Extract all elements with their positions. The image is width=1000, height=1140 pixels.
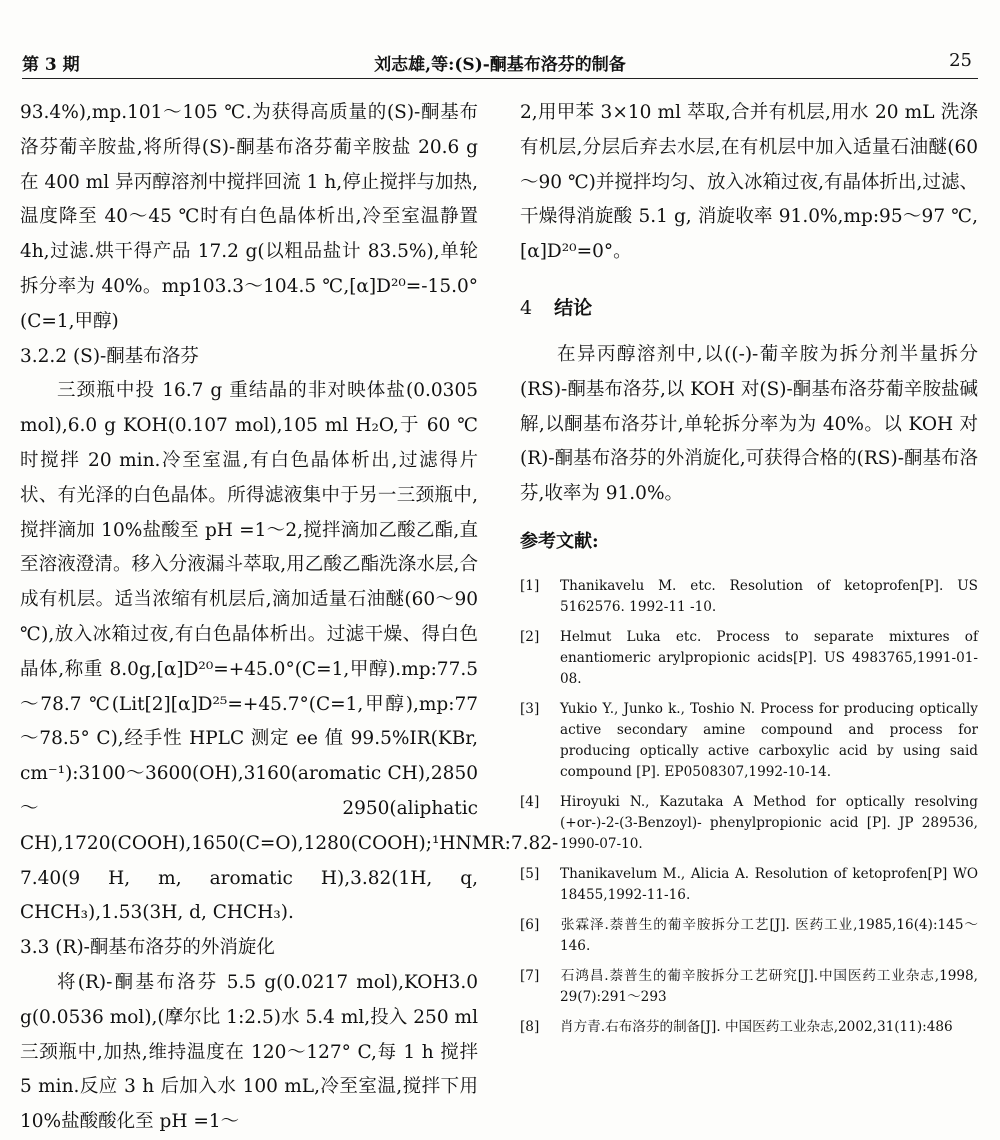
- paragraph-racemization: 将(R)-酮基布洛芬 5.5 g(0.0217 mol),KOH3.0 g(0.0536 mol),(摩尔比 1:2.5)水 5.4 ml,投入 250 ml 三颈瓶中,加热,维持温度在 120～127° C,每 1 h 搅拌 5 min.反应 3 h 后加入水 100 mL,冷至室温,搅拌下用 10%盐酸酸化至 pH =1～: [20, 971, 484, 1133]
- reference-item: [520, 699, 983, 783]
- reference-text: 石鸿昌.萘普生的葡辛胺拆分工艺研究[J].中国医药工业杂志,1998, 29(7):291～293: [560, 967, 983, 1005]
- reference-number: [4]: [520, 793, 540, 810]
- left-column: [20, 96, 559, 1140]
- section-heading-conclusion: [520, 278, 978, 338]
- reference-number: [1]: [520, 577, 540, 594]
- issue-number: 第 3 期: [22, 55, 80, 75]
- reference-item: [520, 966, 983, 1008]
- reference-text: 肖方青.右布洛芬的制备[J]. 中国医药工业杂志,2002,31(11):486: [560, 1018, 953, 1035]
- reference-number: [3]: [520, 700, 540, 717]
- reference-number: [6]: [520, 916, 540, 933]
- reference-list: [520, 576, 983, 1038]
- running-header: [22, 48, 978, 79]
- paragraph-conclusion: 在异丙醇溶剂中,以((-)-葡辛胺为拆分剂半量拆分(RS)-酮基布洛芬,以 KOH 对(S)-酮基布洛芬葡辛胺盐碱解,以酮基布洛芬计,单轮拆分率为为 40%。以 KOH 对(R)-酮基布洛芬的外消旋化,可获得合格的(RS)-酮基布洛芬,收率为 91.0%。: [520, 343, 978, 505]
- section-title: 结论: [554, 296, 593, 319]
- subsection-heading-3-2-2: 3.2.2 (S)-酮基布洛芬: [20, 345, 199, 367]
- reference-item: [520, 864, 983, 906]
- reference-text: Hiroyuki N., Kazutaka A Method for optically resolving (+or-)-2-(3-Benzoyl)- phenylpropionic acid [P]. JP 289536, 1990-07-10.: [560, 793, 983, 852]
- reference-item: [520, 627, 983, 690]
- paragraph-s-ketoprofen: 三颈瓶中投 16.7 g 重结晶的非对映体盐(0.0305 mol),6.0 g KOH(0.107 mol),105 ml H₂O,于 60 ℃时搅拌 20 min.冷至室温,有白色晶体析出,过滤得片状、有光泽的白色晶体。所得滤液集中于另一三颈瓶中,搅拌滴加 10%盐酸至 pH =1～2,搅拌滴加乙酸乙酯,直至溶液澄清。移入分液漏斗萃取,用乙酸乙酯洗涤水层,合成有机层。适当浓缩有机层后,滴加适量石油醚(60～90 ℃),放入冰箱过夜,有白色晶体析出。过滤干燥、得白色晶体,称重 8.0g,[α]D²⁰=+45.0°(C=1,甲醇).mp:77.5～78.7 ℃(Lit[2][α]D²⁵=+45.7°(C=1,甲醇),mp:77～78.5° C),经手性 HPLC 测定 ee 值 99.5%IR(KBr, cm⁻¹):3100～3600(OH),3160(aromatic CH),2850～2950(aliphatic CH),1720(COOH),1650(C=O),1280(COOH);¹HNMR:7.82-7.40(9 H, m, aromatic H),3.82(1H, q, CHCH₃),1.53(3H, d, CHCH₃).: [20, 380, 559, 924]
- paragraph-racemization-continued: 2,用甲苯 3×10 ml 萃取,合并有机层,用水 20 mL 洗涤有机层,分层后弃去水层,在有机层中加入适量石油醚(60～90 ℃)并搅拌均匀、放入冰箱过夜,有晶体折出,过滤、干燥得消旋酸 5.1 g, 消旋收率 91.0%,mp:95～97 ℃,[α]D²⁰=0°。: [520, 102, 978, 263]
- paragraph-continued: 93.4%),mp.101～105 ℃.为获得高质量的(S)-酮基布洛芬葡辛胺盐,将所得(S)-酮基布洛芬葡辛胺盐 20.6 g 在 400 ml 异丙醇溶剂中搅拌回流 1 h,停止搅拌与加热,温度降至 40～45 ℃时有白色晶体析出,冷至室温静置 4h,过滤.烘干得产品 17.2 g(以粗品盐计 83.5%),单轮拆分率为 40%。mp103.3～104.5 ℃,[α]D²⁰=-15.0°(C=1,甲醇): [20, 102, 484, 332]
- right-column: [520, 96, 983, 1047]
- reference-text: Thanikavelu M. etc. Resolution of ketoprofen[P]. US 5162576. 1992-11 -10.: [560, 577, 983, 615]
- reference-item: [520, 1017, 978, 1038]
- reference-item: [520, 792, 983, 855]
- reference-text: Yukio Y., Junko k., Toshio N. Process for producing optically active secondary amine compound and process for producing optically active carboxylic acid by using said compound [P]. EP0508307,1992-10-14.: [560, 700, 983, 780]
- reference-text: Helmut Luka etc. Process to separate mixtures of enantiomeric arylpropionic acids[P]. US 4983765,1991-01-08.: [560, 628, 983, 687]
- section-number: 4: [520, 296, 533, 319]
- reference-item: [520, 576, 983, 618]
- running-title: 刘志雄,等:(S)-酮基布洛芬的制备: [374, 55, 626, 75]
- reference-number: [5]: [520, 865, 540, 882]
- references-heading: 参考文献:: [520, 530, 599, 552]
- reference-number: [7]: [520, 967, 540, 984]
- reference-text: Thanikavelum M., Alicia A. Resolution of ketoprofen[P] WO 18455,1992-11-16.: [560, 865, 983, 903]
- reference-text: 张霖泽.萘普生的葡辛胺拆分工艺[J]. 医药工业,1985,16(4):145～146.: [560, 916, 978, 954]
- reference-item: [520, 915, 978, 957]
- reference-number: [8]: [520, 1018, 540, 1035]
- page-number: 25: [949, 50, 972, 71]
- reference-number: [2]: [520, 628, 540, 645]
- subsection-heading-3-3: 3.3 (R)-酮基布洛芬的外消旋化: [20, 937, 275, 959]
